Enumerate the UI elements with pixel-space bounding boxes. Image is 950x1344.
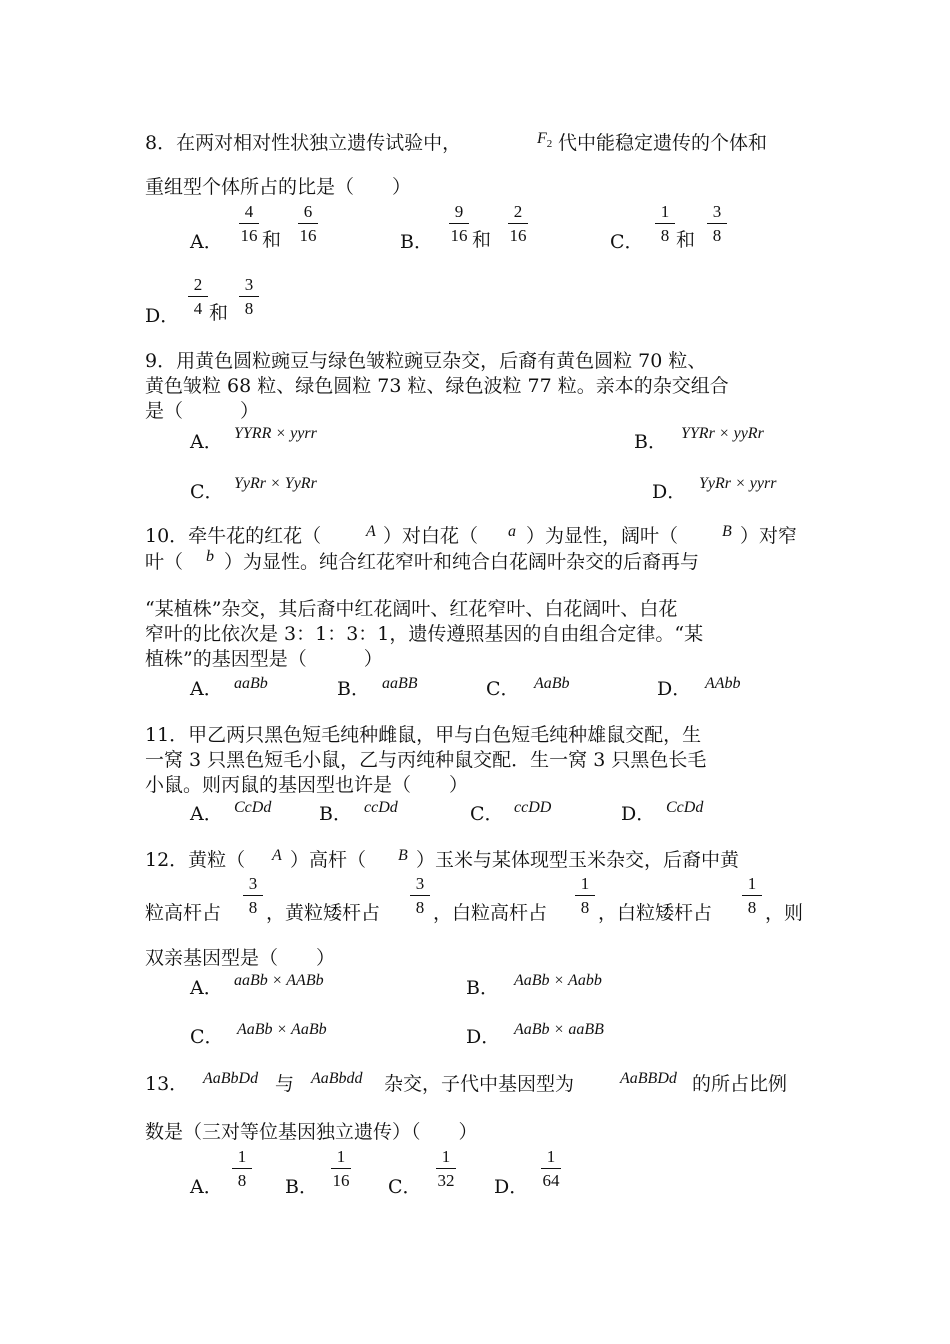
q13-line2: 数是（三对等位基因独立遗传）（ ） — [145, 1121, 478, 1143]
q13-genotype-1: AaBbDd — [203, 1070, 259, 1087]
q8-option-b-label: B． — [400, 231, 433, 253]
q12-line1-b: ）高杆（ — [290, 849, 367, 871]
q12-option-d-label: D． — [466, 1026, 501, 1048]
q10-symbol-A: A — [366, 523, 376, 540]
q13-genotype-2: AaBbdd — [311, 1070, 363, 1087]
q8-option-d-he: 和 — [209, 302, 229, 324]
q12-fraction-4: 1 8 — [740, 875, 764, 916]
q8-option-d-frac2: 3 8 — [237, 276, 261, 317]
q10-line2-b: ）为显性。纯合红花窄叶和纯合白花阔叶杂交的后裔再与 — [224, 551, 700, 573]
q9-line2: 黄色皱粒 68 粒、绿色圆粒 73 粒、绿色波粒 77 粒。亲本的杂交组合 — [145, 375, 729, 397]
q11-option-d-expr: CcDd — [666, 799, 704, 816]
q11-option-c-expr: ccDD — [514, 799, 552, 816]
q12-line1-a: 12．黄粒（ — [145, 849, 246, 871]
q9-option-c-expr: YyRr × YyRr — [234, 475, 317, 492]
q10-option-a-label: A． — [190, 678, 223, 700]
q12-line3: 双亲基因型是（ ） — [145, 947, 336, 969]
q9-option-a-label: A． — [190, 431, 223, 453]
q10-line5: 植株”的基因型是（ ） — [145, 648, 383, 670]
q12-option-d-expr: AaBb × aaBB — [514, 1021, 604, 1038]
q8-option-b-frac1: 9 16 — [450, 202, 468, 245]
q10-line1-b: ）对白花（ — [383, 525, 479, 547]
q8-line1-b: 代中能稳定遗传的个体和 — [558, 132, 768, 154]
q12-option-c-label: C． — [190, 1026, 224, 1048]
q12-option-b-expr: AaBb × Aabb — [514, 972, 602, 989]
q13-option-c-label: C． — [388, 1176, 422, 1198]
q12-fraction-2: 3 8 — [408, 875, 432, 916]
q11-option-d-label: D． — [621, 803, 656, 825]
q12-line1-c: ）玉米与某体现型玉米杂交，后裔中黄 — [416, 849, 740, 871]
q9-option-a-expr: YYRR × yyrr — [234, 425, 317, 442]
q8-option-c-frac1: 1 8 — [653, 203, 677, 244]
q13-option-a-frac: 1 8 — [230, 1148, 254, 1189]
q10-option-d-expr: AAbb — [705, 675, 741, 692]
q10-line1-a: 10．牵牛花的红花（ — [145, 525, 322, 547]
q12-line2-e: ，则 — [765, 902, 804, 924]
q9-line3: 是（ ） — [145, 400, 260, 422]
q9-option-b-label: B． — [634, 431, 667, 453]
q8-option-d-label: D． — [145, 305, 180, 327]
q9-option-b-expr: YYRr × yyRr — [681, 425, 764, 442]
q8-option-a-he: 和 — [262, 229, 282, 251]
q8-option-c-frac2: 3 8 — [705, 203, 729, 244]
q10-option-b-label: B． — [337, 678, 370, 700]
q13-option-d-label: D． — [494, 1176, 529, 1198]
q8-option-c-label: C． — [610, 231, 644, 253]
q9-option-c-label: C． — [190, 481, 224, 503]
q8-option-a-label: A． — [190, 231, 223, 253]
q10-line4: 窄叶的比依次是 3：1：3：1，遗传遵照基因的自由组合定律。“某 — [145, 623, 704, 645]
q8-f2-symbol: $F_2$ — [537, 130, 553, 150]
q12-fraction-3: 1 8 — [573, 875, 597, 916]
q13-line1-a: 与 — [275, 1073, 295, 1095]
q8-option-b-he: 和 — [472, 229, 492, 251]
q13-line1-c: 的所占比例 — [692, 1073, 788, 1095]
q11-line3: 小鼠。则丙鼠的基因型也许是（ ） — [145, 774, 469, 796]
q10-symbol-B: B — [722, 523, 732, 540]
q8-option-b-frac2: 2 16 — [509, 202, 527, 245]
q11-line2: 一窝 3 只黑色短毛小鼠，乙与丙纯种鼠交配．生一窝 3 只黑色长毛 — [145, 749, 707, 771]
q12-symbol-B: B — [398, 847, 408, 864]
q8-option-a-frac1: 4 16 — [240, 202, 258, 245]
q11-option-b-expr: ccDd — [364, 799, 398, 816]
q12-option-c-expr: AaBb × AaBb — [237, 1021, 327, 1038]
q12-option-a-expr: aaBb × AABb — [234, 972, 324, 989]
q8-line1-a: 8．在两对相对性状独立遗传试验中， — [145, 132, 462, 154]
q12-line2-a: 粒高杆占 — [145, 902, 222, 924]
q10-option-c-label: C． — [486, 678, 520, 700]
q8-line2: 重组型个体所占的比是（ ） — [145, 176, 412, 198]
q8-option-d-frac1: 2 4 — [186, 276, 210, 317]
q10-line1-c: ）为显性，阔叶（ — [526, 525, 679, 547]
q8-option-a-frac2: 6 16 — [299, 202, 317, 245]
q11-line1: 11．甲乙两只黑色短毛纯种雌鼠，甲与白色短毛纯种雄鼠交配，生 — [145, 724, 702, 746]
q11-option-a-label: A． — [190, 803, 223, 825]
q12-symbol-A: A — [272, 847, 282, 864]
q13-number: 13． — [145, 1073, 189, 1095]
q11-option-a-expr: CcDd — [234, 799, 272, 816]
q13-option-b-label: B． — [285, 1176, 318, 1198]
q10-option-d-label: D． — [657, 678, 692, 700]
q12-line2-b: ，黄粒矮杆占 — [266, 902, 381, 924]
q12-line2-c: ，白粒高杆占 — [433, 902, 548, 924]
q13-genotype-3: AaBBDd — [620, 1070, 677, 1087]
q10-option-b-expr: aaBB — [382, 675, 418, 692]
q11-option-c-label: C． — [470, 803, 504, 825]
q9-option-d-label: D． — [652, 481, 687, 503]
q8-option-c-he: 和 — [676, 229, 696, 251]
q10-option-a-expr: aaBb — [234, 675, 268, 692]
q9-line1: 9．用黄色圆粒豌豆与绿色皱粒豌豆杂交，后裔有黄色圆粒 70 粒、 — [145, 350, 707, 372]
q9-option-d-expr: YyRr × yyrr — [699, 475, 777, 492]
q10-symbol-a: a — [508, 523, 516, 540]
q10-option-c-expr: AaBb — [534, 675, 570, 692]
q10-line1-d: ）对窄 — [740, 525, 798, 547]
q12-line2-d: ，白粒矮杆占 — [598, 902, 713, 924]
q13-line1-b: 杂交，子代中基因型为 — [384, 1073, 575, 1095]
q10-symbol-b: b — [206, 548, 214, 565]
q10-line2-a: 叶（ — [145, 551, 184, 573]
q12-option-b-label: B． — [466, 977, 499, 999]
q13-option-b-frac: 1 16 — [332, 1147, 350, 1190]
q10-line3: “某植株”杂交，其后裔中红花阔叶、红花窄叶、白花阔叶、白花 — [145, 598, 678, 620]
q12-option-a-label: A． — [190, 977, 223, 999]
q13-option-c-frac: 1 32 — [437, 1147, 455, 1190]
q13-option-d-frac: 1 64 — [542, 1147, 560, 1190]
q11-option-b-label: B． — [319, 803, 352, 825]
q12-fraction-1: 3 8 — [241, 875, 265, 916]
q13-option-a-label: A． — [190, 1176, 223, 1198]
